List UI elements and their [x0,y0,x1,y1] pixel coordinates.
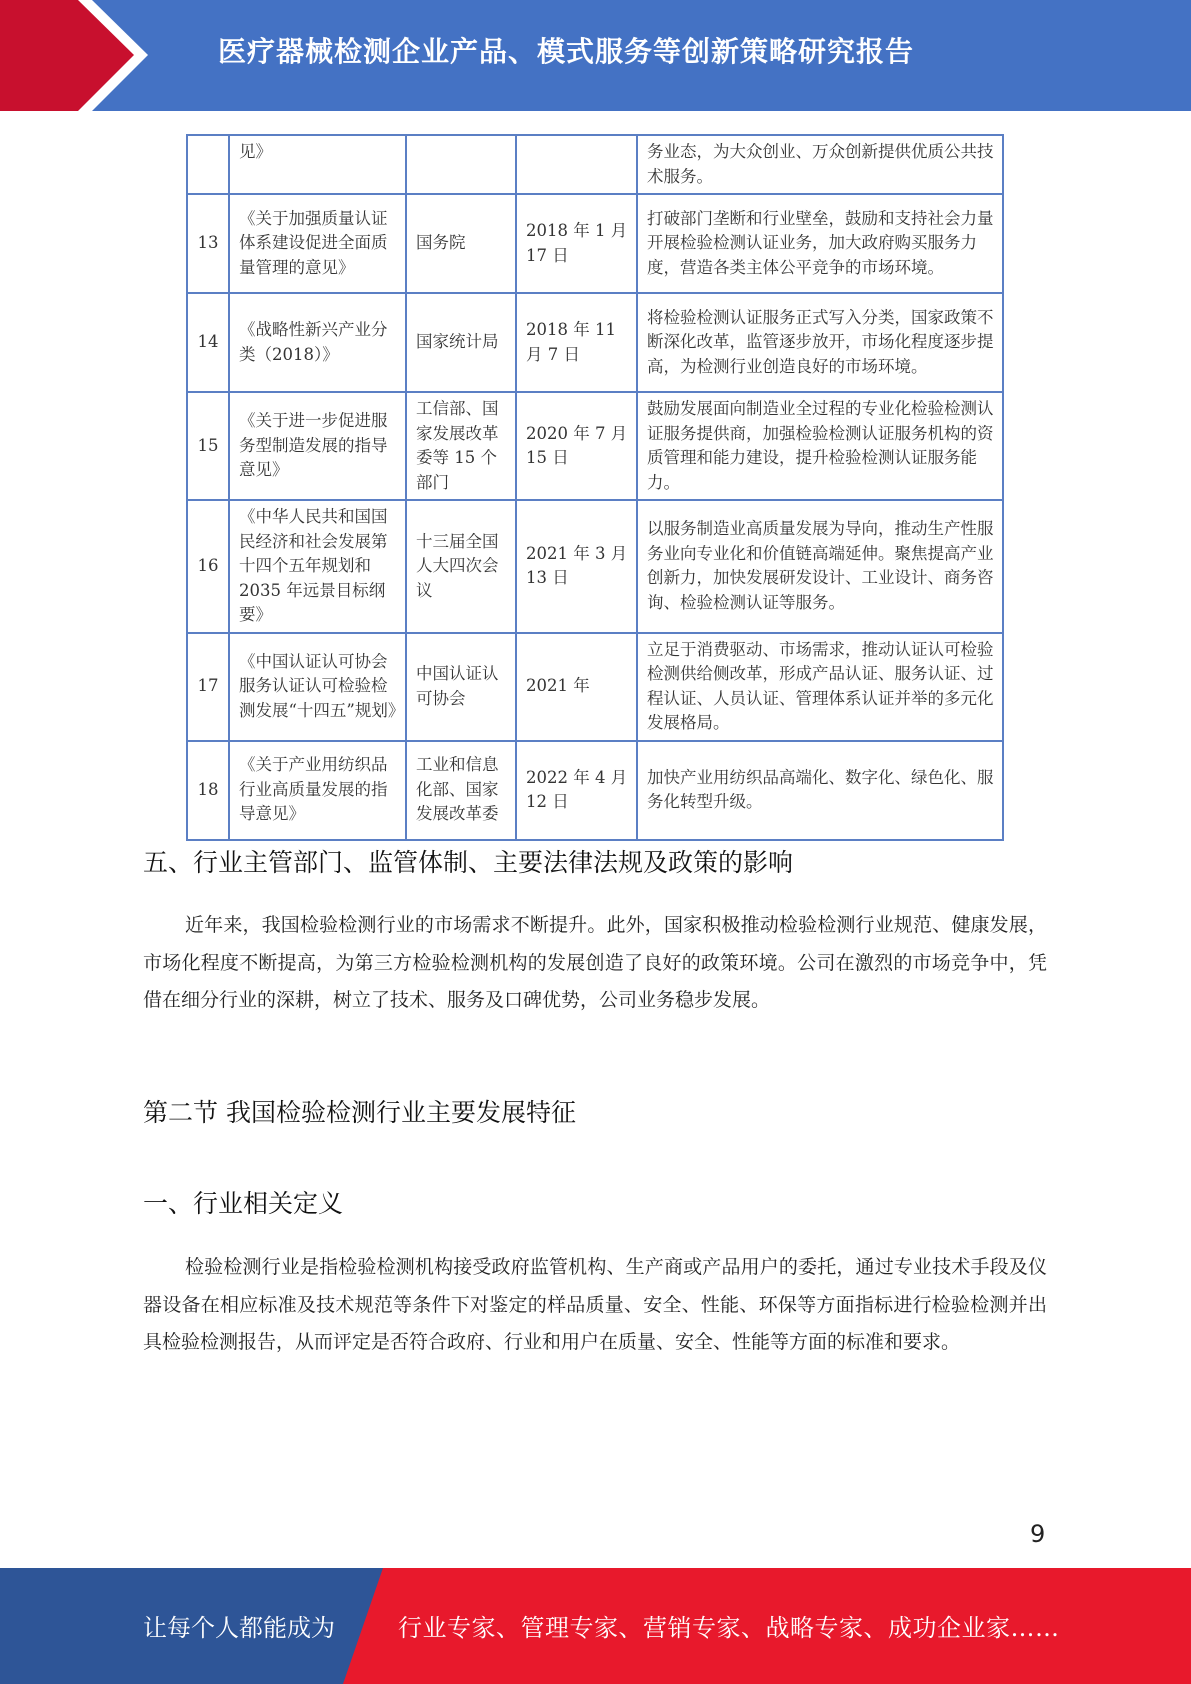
policy-description: 以服务制造业高质量发展为导向，推动生产性服务业向专业化和价值链高端延伸。聚焦提高产业创新力，加快发展研发设计、工业设计、商务咨询、检验检测认证等服务。 [637,500,1003,633]
issue-date: 2022 年 4 月 12 日 [516,741,637,840]
issue-date: 2018 年 1 月 17 日 [516,194,637,293]
policy-description: 打破部门垄断和行业壁垒，鼓励和支持社会力量开展检验检测认证业务，加大政府购买服务力度，营造各类主体公平竞争的市场环境。 [637,194,1003,293]
table-row [187,293,1003,392]
policy-name: 《关于产业用纺织品行业高质量发展的指导意见》 [229,741,406,840]
policy-description: 鼓励发展面向制造业全过程的专业化检验检测认证服务提供商，加强检验检测认证服务机构的资质管理和能力建设，提升检验检测认证服务能力。 [637,392,1003,500]
policy-description: 加快产业用纺织品高端化、数字化、绿色化、服务化转型升级。 [637,741,1003,840]
table-row [187,500,1003,633]
policy-table [186,134,1002,841]
table-row [187,135,1003,194]
row-number: 15 [187,392,229,500]
row-number: 14 [187,293,229,392]
row-number [187,135,229,194]
policy-name: 见》 [229,135,406,194]
page-header [0,0,1191,111]
row-number: 18 [187,741,229,840]
issuing-department [406,135,516,194]
footer-slogan-left: 让每个人都能成为 [143,1614,335,1642]
policy-name: 《中国认证认可协会服务认证认可检验检测发展“十四五”规划》 [229,633,406,741]
issuing-department: 工业和信息化部、国家发展改革委 [406,741,516,840]
table-row [187,194,1003,293]
header-arrow-decoration [0,0,160,111]
issuing-department: 十三届全国人大四次会议 [406,500,516,633]
policy-name: 《中华人民共和国国民经济和社会发展第十四个五年规划和 2035 年远景目标纲要》 [229,500,406,633]
section-heading: 一、行业相关定义 [143,1189,344,1218]
issue-date: 2021 年 3 月 13 日 [516,500,637,633]
page-footer [0,1568,1191,1684]
policy-name: 《战略性新兴产业分类（2018）》 [229,293,406,392]
issuing-department: 工信部、国家发展改革委等 15 个部门 [406,392,516,500]
policy-name: 《关于加强质量认证体系建设促进全面质量管理的意见》 [229,194,406,293]
policy-description: 务业态，为大众创业、万众创新提供优质公共技术服务。 [637,135,1003,194]
issue-date [516,135,637,194]
report-title: 医疗器械检测企业产品、模式服务等创新策略研究报告 [218,35,915,68]
chapter-heading: 第二节 我国检验检测行业主要发展特征 [143,1098,576,1127]
table-row [187,741,1003,840]
footer-slogan-right: 行业专家、管理专家、营销专家、战略专家、成功企业家…… [398,1614,1060,1642]
issuing-department: 中国认证认可协会 [406,633,516,741]
policy-name: 《关于进一步促进服务型制造发展的指导意见》 [229,392,406,500]
policy-description: 立足于消费驱动、市场需求，推动认证认可检验检测供给侧改革，形成产品认证、服务认证、过程认证、人员认证、管理体系认证并举的多元化发展格局。 [637,633,1003,741]
issue-date: 2021 年 [516,633,637,741]
section-heading: 五、行业主管部门、监管体制、主要法律法规及政策的影响 [143,848,794,877]
policy-description: 将检验检测认证服务正式写入分类，国家政策不断深化改革，监管逐步放开，市场化程度逐步提高，为检测行业创造良好的市场环境。 [637,293,1003,392]
row-number: 13 [187,194,229,293]
section-paragraph: 检验检测行业是指检验检测机构接受政府监管机构、生产商或产品用户的委托，通过专业技术手段及仪器设备在相应标准及技术规范等条件下对鉴定的样品质量、安全、性能、环保等方面指标进行检验检测并出具检验检测报告，从而评定是否符合政府、行业和用户在质量、安全、性能等方面的标准和要求。 [143,1256,1047,1353]
issuing-department: 国家统计局 [406,293,516,392]
issue-date: 2020 年 7 月 15 日 [516,392,637,500]
table-row [187,633,1003,741]
row-number: 16 [187,500,229,633]
issuing-department: 国务院 [406,194,516,293]
row-number: 17 [187,633,229,741]
page-number: 9 [1030,1520,1046,1548]
table-row [187,392,1003,500]
section-paragraph: 近年来，我国检验检测行业的市场需求不断提升。此外，国家积极推动检验检测行业规范、健康发展，市场化程度不断提高，为第三方检验检测机构的发展创造了良好的政策环境。公司在激烈的市场竞争中，凭借在细分行业的深耕，树立了技术、服务及口碑优势，公司业务稳步发展。 [143,914,1047,1011]
issue-date: 2018 年 11 月 7 日 [516,293,637,392]
